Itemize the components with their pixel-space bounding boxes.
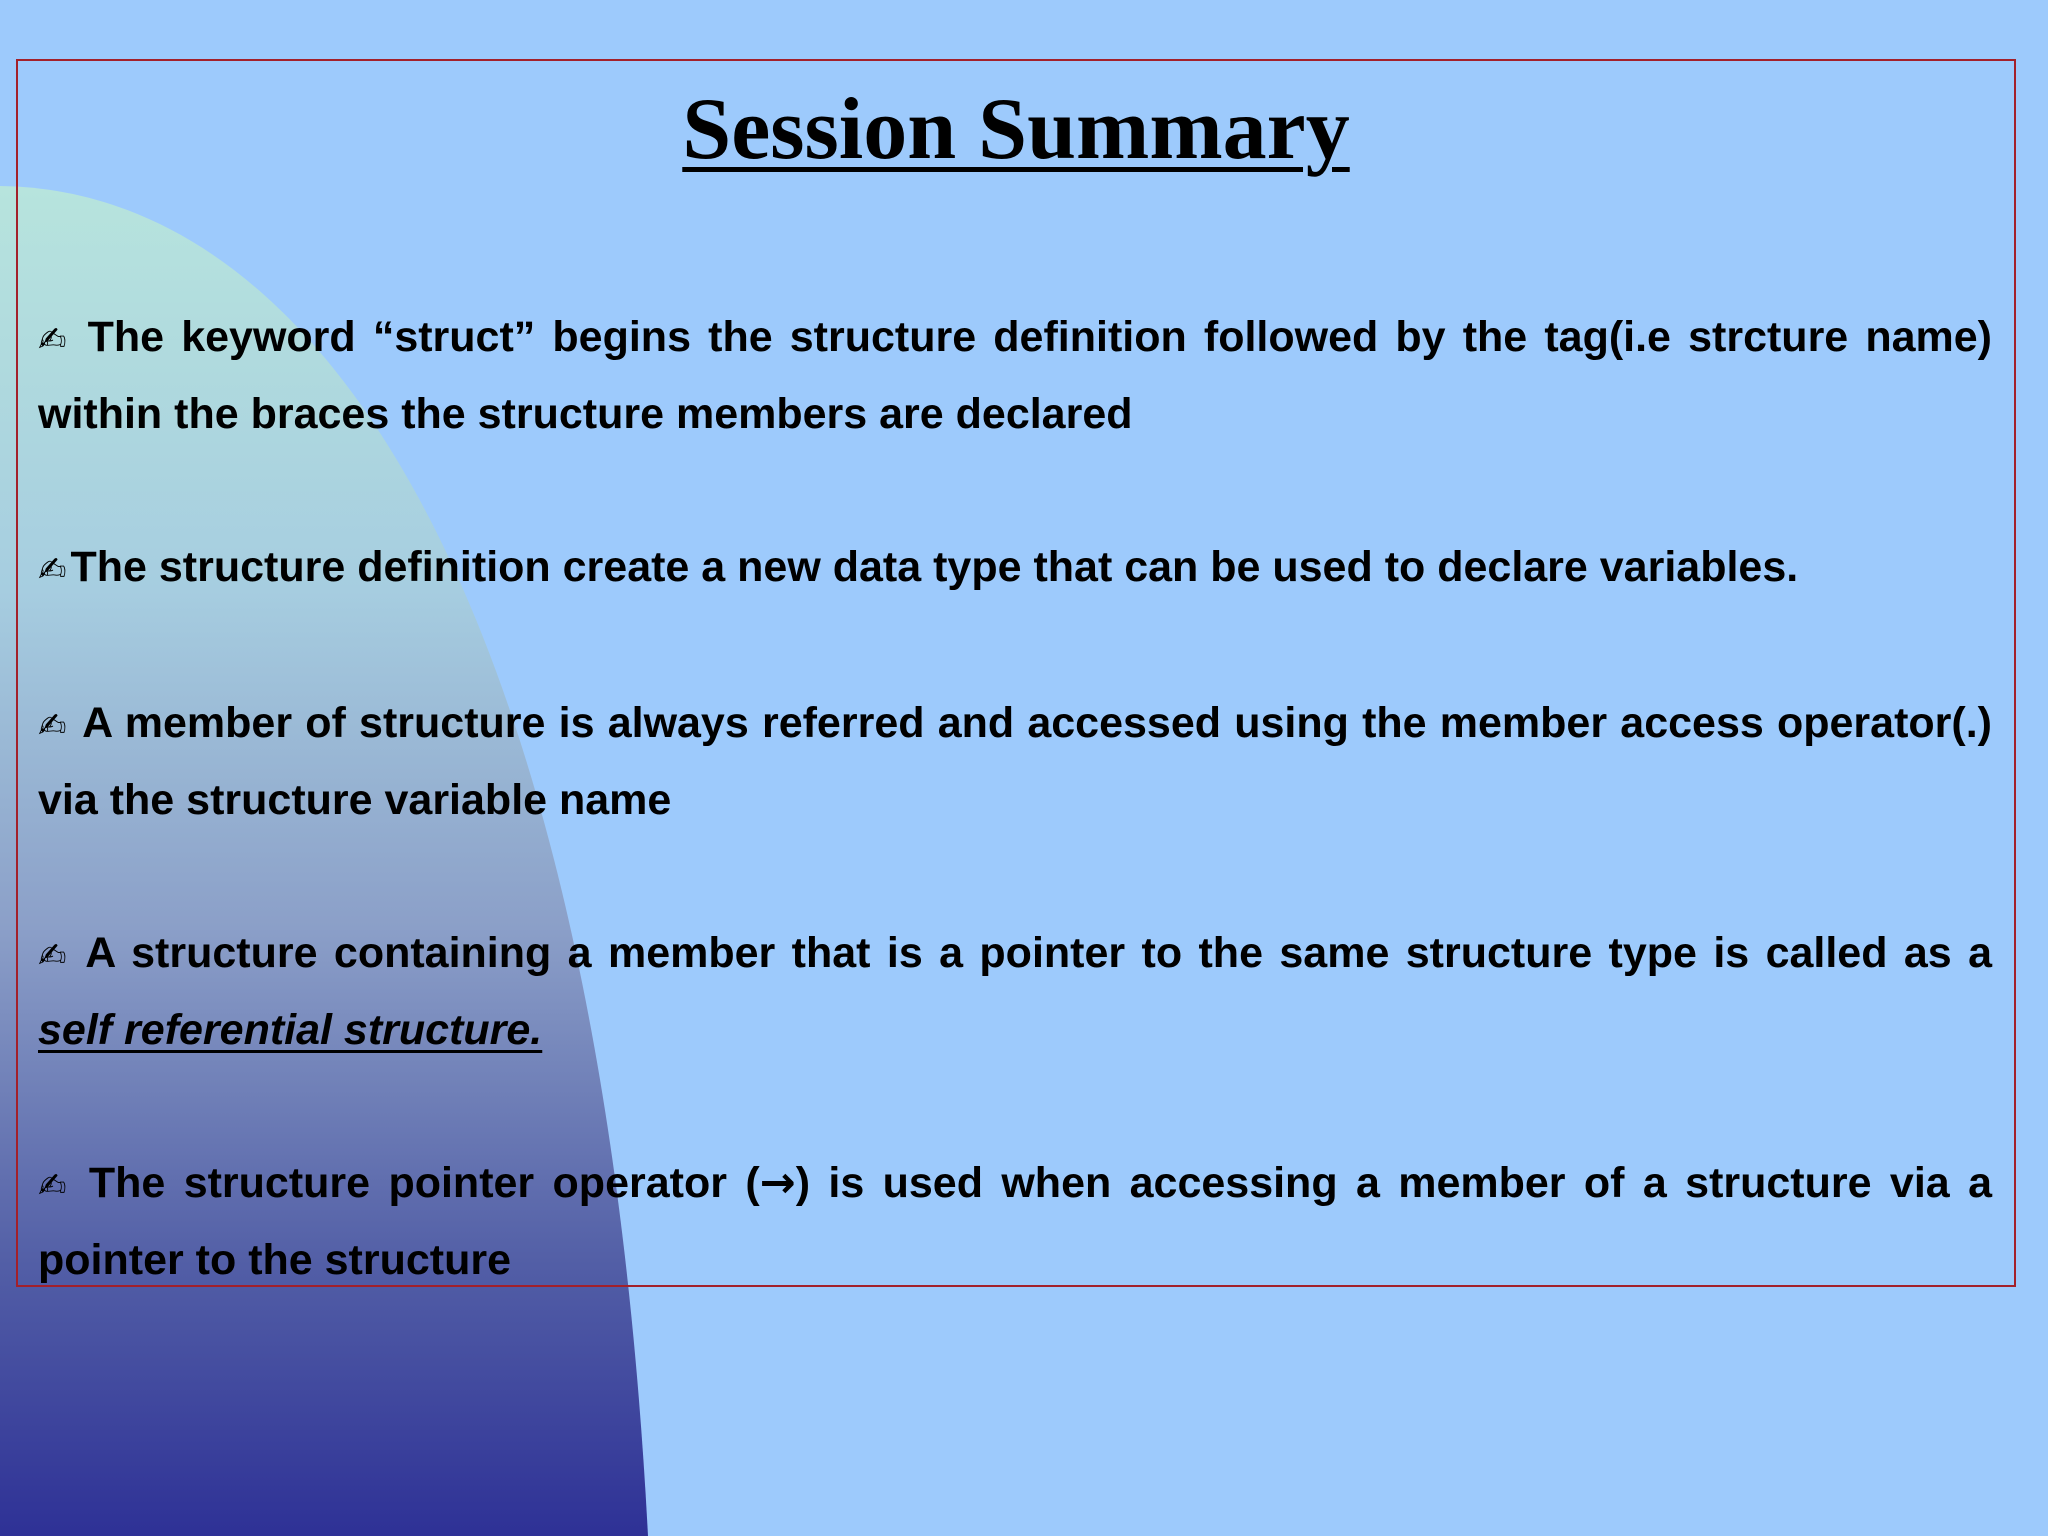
pen-bullet-icon: ✍ — [38, 1166, 67, 1206]
bullet-text: The structure pointer operator ( — [88, 1159, 760, 1207]
bullet-text: A member of structure is always referred and accessed using the member access operator(.) via the structure variable name — [38, 699, 1992, 824]
bullet-text: A structure containing a member that is a pointer to the same structure type is called as a — [85, 929, 1992, 977]
pen-bullet-icon: ✍ — [38, 320, 67, 360]
pen-bullet-icon: ✍ — [38, 706, 67, 746]
bullet-item — [38, 916, 1992, 1067]
bullet-emphasis: self referential structure. — [38, 1006, 543, 1054]
bullet-text: The keyword “struct” begins the structure definition followed by the tag(i.e strcture name) within the braces the structure members are declared — [38, 313, 1992, 438]
slide-title — [0, 80, 2032, 180]
pen-bullet-icon: ✍ — [38, 550, 67, 590]
bullet-list — [38, 300, 1992, 1376]
bullet-item — [38, 530, 1992, 607]
bullet-text: ) is used when accessing a member of a structure via a pointer to the structure — [38, 1159, 1992, 1284]
slide-title-text: Session Summary — [682, 81, 1350, 178]
arrow-right-icon: → — [759, 1158, 796, 1208]
bullet-item — [38, 300, 1992, 451]
bullet-item — [38, 686, 1992, 837]
bullet-item — [38, 1146, 1992, 1297]
bullet-text: The structure definition create a new data type that can be used to declare variables. — [70, 543, 1799, 591]
pen-bullet-icon: ✍ — [38, 936, 67, 976]
